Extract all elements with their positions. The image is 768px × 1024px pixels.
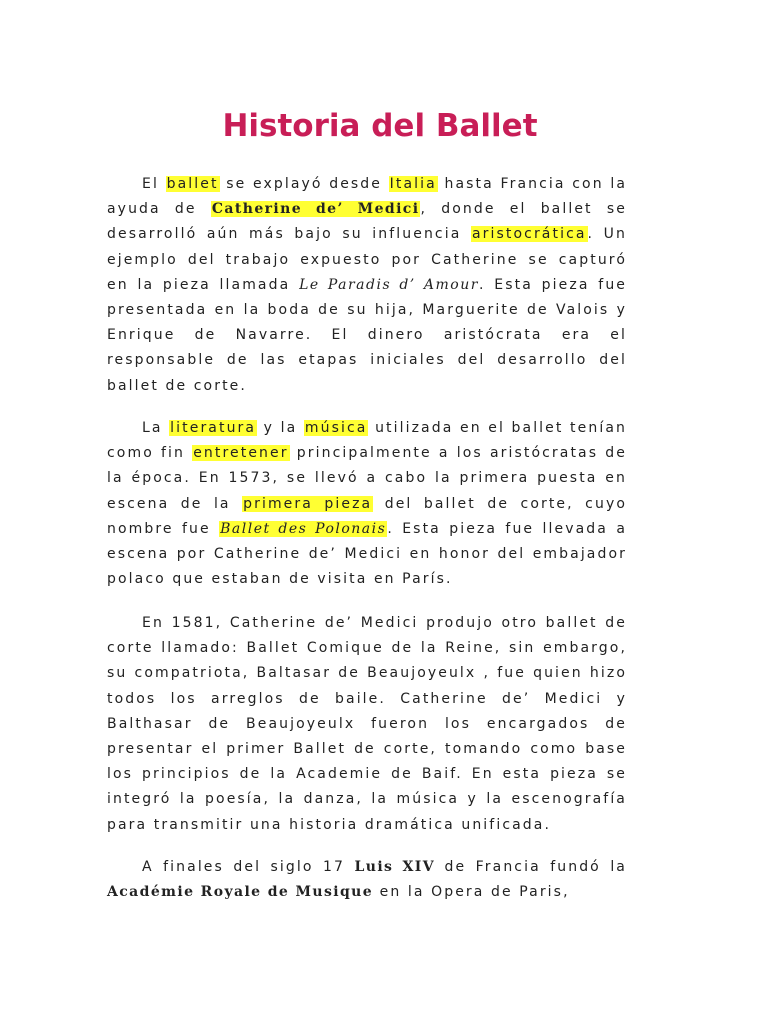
highlight-italia: Italia — [389, 176, 437, 192]
text-run: . Esta pieza fue presentada en la boda de su hija, Marguerite de Valois y Enrique de Navarre. El dinero aristócrata era el responsable de las etapas iniciales del desarrollo del ballet de corte. — [107, 276, 628, 394]
highlight-entretener: entretener — [193, 445, 289, 462]
paragraph-4 — [107, 855, 627, 905]
text-run: . Esta pieza fue llevada a escena por Catherine de’ Medici en honor del embajador polaco que estaban de visita en París. — [107, 520, 627, 588]
bold-academie-royale: Académie Royale de Musique — [107, 884, 374, 901]
highlight-catherine: Catherine de’ Medici — [211, 201, 420, 218]
paragraph-2 — [107, 416, 627, 592]
text-run: y la — [257, 420, 304, 436]
highlight-ballet-des-polonais: Ballet des Polonais — [220, 520, 387, 537]
text-run: utilizada en el ballet tenían como fin — [107, 420, 627, 462]
page-title: Historia del Ballet — [222, 108, 538, 144]
highlight-ballet: ballet — [166, 176, 219, 192]
highlight-literatura: literatura — [170, 420, 257, 436]
highlight-aristocratica: aristocrática — [471, 226, 587, 243]
text-run: en la Opera de Paris, — [373, 884, 570, 901]
bold-luis-xiv: Luis XIV — [354, 859, 436, 875]
text-run: se explayó desde — [219, 176, 389, 192]
text-run: de Francia fundó la — [435, 859, 627, 875]
highlight-musica: música — [304, 420, 368, 436]
text-run: La — [142, 420, 170, 436]
paragraph-1 — [107, 172, 627, 399]
text-run: del ballet de corte, cuyo nombre fue — [107, 495, 627, 537]
paragraph-3: En 1581, Catherine de’ Medici produjo otro ballet de corte llamado: Ballet Comique de la Reine, sin embargo, su compatriota, Baltasar de Beaujoyeulx , fue quien hizo todos los arreglos de baile. Catherine de’ Medici y Balthasar de Beaujoyeulx fueron los encargados de presentar el primer Ballet de corte, tomando como base los principios de la Academie de Baif. En esta pieza se integró la poesía, la danza, la música y la escenografía para transmitir una historia dramática unificada. — [107, 615, 627, 833]
text-run: principalmente a los aristócratas de la época. En 1573, se llevó a cabo la primera puesta en escena de la — [107, 445, 627, 512]
text-run: El — [142, 176, 166, 192]
highlight-primera-pieza: primera pieza — [243, 495, 373, 512]
italic-le-paradis: Le Paradis d’ Amour — [299, 276, 479, 293]
text-run: hasta Francia con la ayuda de — [107, 176, 627, 218]
text-run: A finales del siglo 17 — [142, 859, 355, 875]
text-run: . Un ejemplo del trabajo expuesto por Catherine se capturó en la pieza llamada — [107, 226, 628, 293]
text-run: , donde el ballet se desarrolló aún más bajo su influencia — [107, 201, 627, 243]
